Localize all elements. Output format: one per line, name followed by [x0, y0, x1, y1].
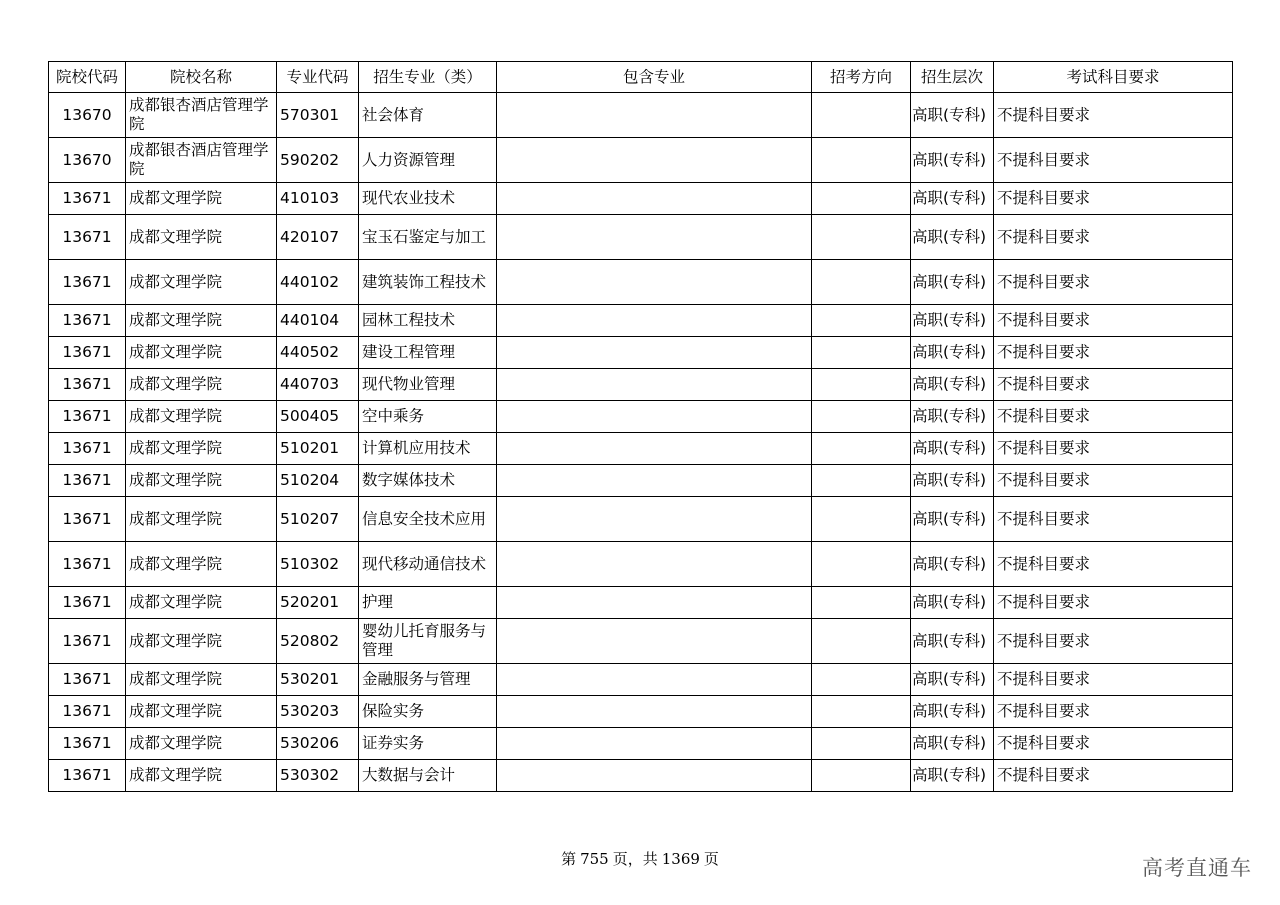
cell-major-code: 510302	[277, 542, 359, 587]
cell-level: 高职(专科)	[911, 369, 994, 401]
cell-direction	[812, 497, 911, 542]
table-row	[49, 433, 1233, 465]
cell-major-code: 440502	[277, 337, 359, 369]
cell-major-code: 520201	[277, 587, 359, 619]
footer-suffix: 页	[703, 850, 719, 868]
cell-direction	[812, 183, 911, 215]
cell-school-name: 成都文理学院	[126, 305, 277, 337]
cell-included-majors	[497, 138, 812, 183]
cell-included-majors	[497, 619, 812, 664]
admission-table	[48, 61, 1233, 792]
cell-major-code: 570301	[277, 93, 359, 138]
cell-school-name: 成都文理学院	[126, 542, 277, 587]
cell-level: 高职(专科)	[911, 619, 994, 664]
cell-major: 信息安全技术应用	[359, 497, 497, 542]
cell-major: 园林工程技术	[359, 305, 497, 337]
cell-requirement: 不提科目要求	[994, 696, 1233, 728]
table-row	[49, 215, 1233, 260]
cell-major-code: 420107	[277, 215, 359, 260]
cell-major-code: 440703	[277, 369, 359, 401]
cell-requirement: 不提科目要求	[994, 305, 1233, 337]
cell-major-code: 530201	[277, 664, 359, 696]
table-row	[49, 93, 1233, 138]
cell-direction	[812, 465, 911, 497]
cell-school-name: 成都文理学院	[126, 664, 277, 696]
cell-included-majors	[497, 337, 812, 369]
cell-included-majors	[497, 215, 812, 260]
cell-direction	[812, 433, 911, 465]
cell-direction	[812, 728, 911, 760]
cell-school-name: 成都文理学院	[126, 369, 277, 401]
cell-major: 大数据与会计	[359, 760, 497, 792]
table-row	[49, 337, 1233, 369]
cell-included-majors	[497, 587, 812, 619]
cell-school-code: 13671	[49, 369, 126, 401]
cell-major-code: 510204	[277, 465, 359, 497]
cell-school-code: 13671	[49, 305, 126, 337]
cell-level: 高职(专科)	[911, 587, 994, 619]
table-row	[49, 369, 1233, 401]
cell-major: 金融服务与管理	[359, 664, 497, 696]
cell-major: 保险实务	[359, 696, 497, 728]
cell-direction	[812, 369, 911, 401]
table-row	[49, 183, 1233, 215]
cell-requirement: 不提科目要求	[994, 369, 1233, 401]
cell-level: 高职(专科)	[911, 433, 994, 465]
cell-included-majors	[497, 542, 812, 587]
table-row	[49, 497, 1233, 542]
table-row	[49, 664, 1233, 696]
table-row	[49, 619, 1233, 664]
footer-prefix: 第	[561, 850, 577, 868]
cell-school-name: 成都文理学院	[126, 760, 277, 792]
cell-major: 计算机应用技术	[359, 433, 497, 465]
cell-direction	[812, 260, 911, 305]
cell-level: 高职(专科)	[911, 401, 994, 433]
cell-level: 高职(专科)	[911, 542, 994, 587]
cell-direction	[812, 337, 911, 369]
cell-major-code: 590202	[277, 138, 359, 183]
cell-school-code: 13671	[49, 696, 126, 728]
cell-major: 护理	[359, 587, 497, 619]
table-row	[49, 760, 1233, 792]
cell-school-name: 成都文理学院	[126, 696, 277, 728]
cell-level: 高职(专科)	[911, 337, 994, 369]
cell-requirement: 不提科目要求	[994, 433, 1233, 465]
cell-included-majors	[497, 497, 812, 542]
table-row	[49, 728, 1233, 760]
cell-included-majors	[497, 305, 812, 337]
cell-school-code: 13670	[49, 138, 126, 183]
cell-direction	[812, 401, 911, 433]
cell-major-code: 530203	[277, 696, 359, 728]
table-row	[49, 401, 1233, 433]
footer-page-number: 755	[580, 850, 609, 868]
cell-included-majors	[497, 433, 812, 465]
cell-school-name: 成都文理学院	[126, 465, 277, 497]
header-level: 招生层次	[911, 62, 994, 93]
table-row	[49, 696, 1233, 728]
cell-level: 高职(专科)	[911, 183, 994, 215]
table-row	[49, 138, 1233, 183]
watermark-text: 高考直通车	[1142, 856, 1252, 880]
cell-school-name: 成都文理学院	[126, 401, 277, 433]
cell-major-code: 410103	[277, 183, 359, 215]
cell-level: 高职(专科)	[911, 664, 994, 696]
header-direction: 招考方向	[812, 62, 911, 93]
cell-included-majors	[497, 728, 812, 760]
cell-included-majors	[497, 465, 812, 497]
cell-school-code: 13671	[49, 760, 126, 792]
cell-major-code: 530302	[277, 760, 359, 792]
cell-level: 高职(专科)	[911, 93, 994, 138]
cell-school-name: 成都文理学院	[126, 215, 277, 260]
cell-major-code: 500405	[277, 401, 359, 433]
cell-major: 证券实务	[359, 728, 497, 760]
cell-major-code: 440104	[277, 305, 359, 337]
cell-included-majors	[497, 760, 812, 792]
header-requirement: 考试科目要求	[994, 62, 1233, 93]
table-row	[49, 542, 1233, 587]
table-row	[49, 305, 1233, 337]
header-major-code: 专业代码	[277, 62, 359, 93]
cell-major: 现代移动通信技术	[359, 542, 497, 587]
cell-direction	[812, 93, 911, 138]
cell-included-majors	[497, 260, 812, 305]
cell-school-code: 13671	[49, 215, 126, 260]
footer-mid: 页，共	[612, 850, 658, 868]
cell-school-name: 成都银杏酒店管理学院	[126, 138, 277, 183]
table-row	[49, 260, 1233, 305]
cell-school-name: 成都文理学院	[126, 260, 277, 305]
cell-requirement: 不提科目要求	[994, 664, 1233, 696]
cell-requirement: 不提科目要求	[994, 619, 1233, 664]
cell-school-name: 成都文理学院	[126, 337, 277, 369]
cell-included-majors	[497, 664, 812, 696]
header-major: 招生专业（类）	[359, 62, 497, 93]
cell-direction	[812, 542, 911, 587]
header-school-name: 院校名称	[126, 62, 277, 93]
cell-school-code: 13671	[49, 664, 126, 696]
table-body	[49, 93, 1233, 792]
page-footer	[0, 848, 1280, 869]
cell-level: 高职(专科)	[911, 696, 994, 728]
cell-school-name: 成都文理学院	[126, 619, 277, 664]
cell-direction	[812, 138, 911, 183]
cell-school-code: 13671	[49, 401, 126, 433]
cell-direction	[812, 587, 911, 619]
cell-direction	[812, 619, 911, 664]
cell-major: 现代物业管理	[359, 369, 497, 401]
table-row	[49, 465, 1233, 497]
cell-school-name: 成都文理学院	[126, 183, 277, 215]
cell-school-code: 13671	[49, 465, 126, 497]
cell-school-name: 成都文理学院	[126, 728, 277, 760]
cell-major: 社会体育	[359, 93, 497, 138]
cell-school-code: 13671	[49, 542, 126, 587]
table-row	[49, 587, 1233, 619]
cell-included-majors	[497, 696, 812, 728]
cell-school-code: 13671	[49, 260, 126, 305]
cell-major-code: 510201	[277, 433, 359, 465]
cell-requirement: 不提科目要求	[994, 215, 1233, 260]
cell-requirement: 不提科目要求	[994, 401, 1233, 433]
cell-major-code: 510207	[277, 497, 359, 542]
cell-direction	[812, 696, 911, 728]
cell-major-code: 520802	[277, 619, 359, 664]
cell-requirement: 不提科目要求	[994, 260, 1233, 305]
cell-school-name: 成都文理学院	[126, 497, 277, 542]
cell-level: 高职(专科)	[911, 215, 994, 260]
cell-direction	[812, 305, 911, 337]
cell-level: 高职(专科)	[911, 260, 994, 305]
header-school-code: 院校代码	[49, 62, 126, 93]
cell-included-majors	[497, 401, 812, 433]
footer-total-pages: 1369	[661, 850, 700, 868]
cell-school-name: 成都文理学院	[126, 433, 277, 465]
cell-school-name: 成都文理学院	[126, 587, 277, 619]
cell-level: 高职(专科)	[911, 305, 994, 337]
cell-major-code: 530206	[277, 728, 359, 760]
cell-major: 建设工程管理	[359, 337, 497, 369]
cell-direction	[812, 760, 911, 792]
cell-included-majors	[497, 369, 812, 401]
cell-requirement: 不提科目要求	[994, 93, 1233, 138]
table-header-row	[49, 62, 1233, 93]
cell-included-majors	[497, 183, 812, 215]
cell-school-code: 13671	[49, 183, 126, 215]
cell-requirement: 不提科目要求	[994, 542, 1233, 587]
cell-major-code: 440102	[277, 260, 359, 305]
cell-major: 人力资源管理	[359, 138, 497, 183]
cell-school-name: 成都银杏酒店管理学院	[126, 93, 277, 138]
cell-requirement: 不提科目要求	[994, 760, 1233, 792]
cell-level: 高职(专科)	[911, 465, 994, 497]
cell-included-majors	[497, 93, 812, 138]
cell-school-code: 13671	[49, 497, 126, 542]
cell-school-code: 13671	[49, 587, 126, 619]
cell-requirement: 不提科目要求	[994, 465, 1233, 497]
cell-major: 婴幼儿托育服务与管理	[359, 619, 497, 664]
cell-requirement: 不提科目要求	[994, 337, 1233, 369]
cell-major: 宝玉石鉴定与加工	[359, 215, 497, 260]
cell-school-code: 13670	[49, 93, 126, 138]
cell-requirement: 不提科目要求	[994, 497, 1233, 542]
header-included-majors: 包含专业	[497, 62, 812, 93]
cell-direction	[812, 215, 911, 260]
cell-level: 高职(专科)	[911, 138, 994, 183]
cell-major: 现代农业技术	[359, 183, 497, 215]
cell-school-code: 13671	[49, 728, 126, 760]
cell-level: 高职(专科)	[911, 728, 994, 760]
cell-school-code: 13671	[49, 619, 126, 664]
cell-requirement: 不提科目要求	[994, 183, 1233, 215]
cell-major: 数字媒体技术	[359, 465, 497, 497]
cell-major: 建筑装饰工程技术	[359, 260, 497, 305]
cell-level: 高职(专科)	[911, 760, 994, 792]
cell-major: 空中乘务	[359, 401, 497, 433]
cell-requirement: 不提科目要求	[994, 587, 1233, 619]
cell-level: 高职(专科)	[911, 497, 994, 542]
cell-direction	[812, 664, 911, 696]
cell-requirement: 不提科目要求	[994, 728, 1233, 760]
cell-requirement: 不提科目要求	[994, 138, 1233, 183]
cell-school-code: 13671	[49, 433, 126, 465]
cell-school-code: 13671	[49, 337, 126, 369]
